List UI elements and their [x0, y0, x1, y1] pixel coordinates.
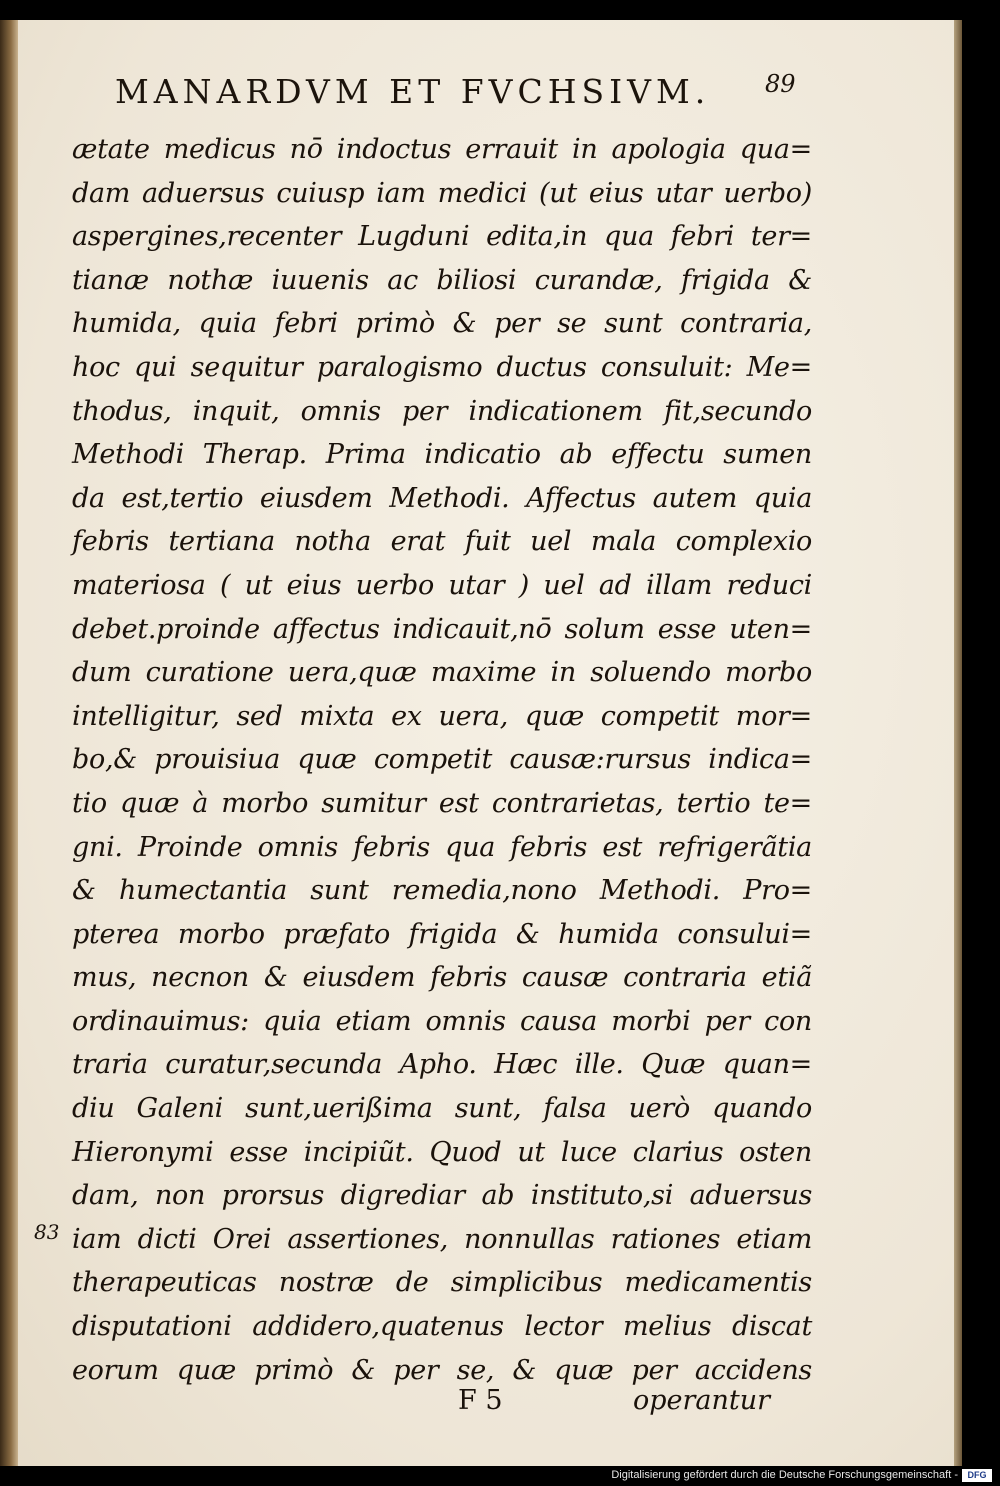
signature-mark: F 5	[458, 1385, 503, 1416]
text-line: tio quæ à morbo sumitur est contrarietas, tertio te=	[72, 787, 812, 819]
text-line: Hieronymi esse incipiũt. Quod ut luce clarius osten	[72, 1136, 812, 1168]
book-gutter-edge	[0, 20, 18, 1466]
text-line: dam, non prorsus digrediar ab instituto,si aduersus	[72, 1180, 812, 1212]
text-line: bo,& prouisiua quæ competit causæ:rursus indica=	[72, 744, 812, 776]
text-line: eorum quæ primò & per se, & quæ per accidens	[72, 1354, 812, 1386]
dfg-logo: DFG	[962, 1469, 992, 1482]
text-line: intelligitur, sed mixta ex uera, quæ competit mor=	[72, 700, 812, 732]
text-line: hoc qui sequitur paralogismo ductus consuluit: Me=	[72, 351, 812, 383]
footer-credit: Digitalisierung gefördert durch die Deutsche Forschungsgemeinschaft -	[611, 1469, 958, 1481]
text-line: gni. Proinde omnis febris qua febris est refrigerãtia	[72, 831, 812, 863]
text-line: Methodi Therap. Prima indicatio ab effectu sumen	[72, 439, 812, 471]
text-line: thodus, inquit, omnis per indicationem fit,secundo	[72, 395, 812, 427]
text-line: therapeuticas nostræ de simplicibus medicamentis	[72, 1267, 812, 1299]
text-line: diu Galeni sunt,uerißima sunt, falsa uerò quando	[72, 1093, 812, 1125]
text-line: debet.proinde affectus indicauit,nō solum esse uten=	[72, 613, 812, 645]
text-line: traria curatur,secunda Apho. Hæc ille. Quæ quan=	[72, 1049, 812, 1081]
running-title: MANARDVM ET FVCHSIVM.	[115, 72, 711, 111]
text-line: & humectantia sunt remedia,nono Methodi. Pro=	[72, 875, 812, 907]
text-line: da est,tertio eiusdem Methodi. Affectus autem quia	[72, 482, 812, 514]
page-number: 89	[765, 70, 796, 98]
text-line: materiosa ( ut eius uerbo utar ) uel ad illam reduci	[72, 569, 812, 601]
text-line: humida, quia febri primò & per se sunt contraria,	[72, 308, 812, 340]
text-line: dum curatione uera,quæ maxime in soluendo morbo	[72, 657, 812, 689]
text-line: febris tertiana notha erat fuit uel mala complexio	[72, 526, 812, 558]
text-line: ordinauimus: quia etiam omnis causa morbi per con	[72, 1005, 812, 1037]
text-line: iam dicti Orei assertiones, nonnullas rationes etiam	[72, 1223, 812, 1255]
body-text	[72, 128, 812, 1392]
catchword: operantur	[633, 1385, 771, 1416]
text-line: ætate medicus nō indoctus errauit in apologia qua=	[72, 134, 812, 165]
text-line: pterea morbo præfato frigida & humida consului=	[72, 918, 812, 950]
text-line: tianæ nothæ iuuenis ac biliosi curandæ, frigida &	[72, 264, 812, 296]
footer-bar	[0, 1466, 1000, 1486]
text-line: disputationi addidero,quatenus lector melius discat	[72, 1311, 812, 1343]
margin-note: 83	[34, 1220, 60, 1244]
text-line: dam aduersus cuiusp iam medici (ut eius utar uerbo)	[72, 177, 812, 209]
text-line: mus, necnon & eiusdem febris causæ contraria etiã	[72, 962, 812, 994]
book-fore-edge	[954, 20, 962, 1466]
text-line: aspergines,recenter Lugduni edita,in qua febri ter=	[72, 221, 812, 253]
